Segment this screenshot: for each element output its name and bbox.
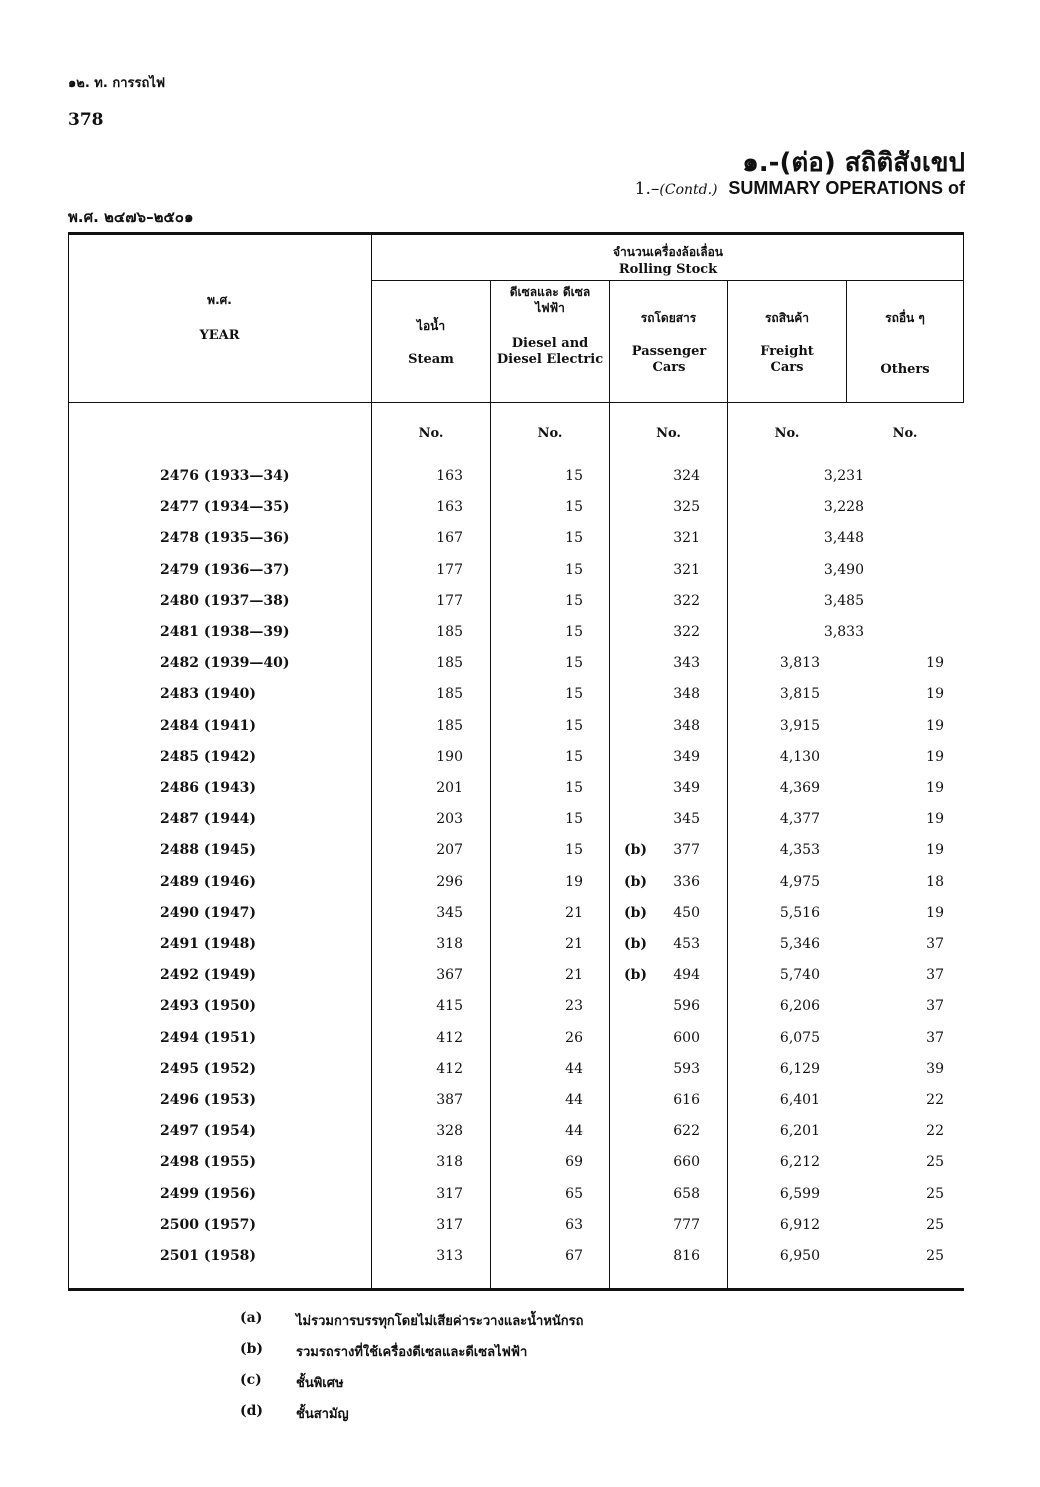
table-row bbox=[68, 1248, 964, 1279]
table-row bbox=[68, 686, 964, 717]
steam-cell: 201 bbox=[436, 780, 463, 796]
freight-cell: 4,975 bbox=[779, 873, 820, 890]
title-contd: (Contd.) bbox=[659, 182, 718, 198]
year-cell: 2478 (1935—36) bbox=[160, 530, 290, 547]
year-cell: 2487 (1944) bbox=[160, 811, 257, 828]
freight-cell: 6,950 bbox=[779, 1248, 820, 1264]
passenger-cell: 600 bbox=[673, 1029, 700, 1046]
footnote-text: ไม่รวมการบรรทุกโดยไม่เสียค่าระวางและน้ำหนักรถ bbox=[296, 1314, 584, 1329]
steam-cell: 317 bbox=[436, 1216, 463, 1233]
others-cell: 25 bbox=[926, 1216, 944, 1233]
table-row bbox=[68, 967, 964, 998]
page-number: 378 bbox=[68, 110, 104, 130]
table-row bbox=[68, 468, 964, 499]
freight-cell: 6,401 bbox=[779, 1092, 820, 1108]
diesel-cell: 44 bbox=[565, 1060, 583, 1077]
year-cell: 2494 (1951) bbox=[160, 1029, 257, 1046]
passenger-cell: 349 bbox=[673, 748, 700, 765]
passenger-cell: 622 bbox=[673, 1123, 700, 1140]
year-cell: 2500 (1957) bbox=[160, 1216, 257, 1233]
year-cell: 2489 (1946) bbox=[160, 873, 257, 890]
steam-cell: 185 bbox=[436, 686, 463, 703]
others-cell: 25 bbox=[926, 1154, 944, 1171]
passenger-cell: 321 bbox=[673, 530, 700, 547]
group-header-english: Rolling Stock bbox=[618, 262, 718, 277]
diesel-cell: 21 bbox=[565, 904, 583, 921]
table-row bbox=[68, 998, 964, 1029]
diesel-cell: 15 bbox=[565, 468, 583, 484]
steam-cell: 163 bbox=[436, 468, 463, 484]
freight-cell: 3,915 bbox=[779, 717, 820, 734]
table-row bbox=[68, 1217, 964, 1248]
table-row bbox=[68, 1030, 964, 1061]
diesel-cell: 65 bbox=[565, 1185, 583, 1202]
steam-cell: 387 bbox=[436, 1092, 463, 1108]
diesel-cell: 15 bbox=[565, 748, 583, 765]
passenger-cell: 321 bbox=[673, 561, 700, 578]
freight-cell: 6,212 bbox=[779, 1154, 820, 1171]
year-cell: 2481 (1938—39) bbox=[160, 624, 290, 640]
diesel-cell: 15 bbox=[565, 780, 583, 796]
table-row bbox=[68, 718, 964, 749]
page-title-english bbox=[635, 178, 965, 199]
year-cell: 2480 (1937—38) bbox=[160, 592, 290, 609]
passenger-note-cell: (b) bbox=[624, 967, 648, 984]
steam-cell: 163 bbox=[436, 499, 463, 516]
table-row bbox=[68, 530, 964, 561]
title-number: 1.– bbox=[634, 179, 660, 199]
steam-cell: 207 bbox=[436, 842, 463, 859]
freight-cell: 3,815 bbox=[779, 686, 820, 703]
diesel-cell: 15 bbox=[565, 499, 583, 516]
freight-header-thai: รถสินค้า bbox=[764, 311, 809, 325]
passenger-cell: 593 bbox=[673, 1060, 700, 1077]
diesel-header-thai: ดีเซลและ ดีเซลไฟฟ้า bbox=[509, 285, 591, 315]
passenger-cell: 348 bbox=[673, 717, 700, 734]
passenger-note-cell: (b) bbox=[624, 873, 648, 890]
passenger-cell: 377 bbox=[673, 842, 700, 859]
others-header-english: Others bbox=[880, 362, 930, 377]
passenger-cell: 348 bbox=[673, 686, 700, 703]
steam-header-thai: ไอน้ำ bbox=[416, 319, 446, 333]
table-row bbox=[68, 780, 964, 811]
diesel-cell: 15 bbox=[565, 624, 583, 640]
steam-cell: 367 bbox=[436, 967, 463, 984]
diesel-cell: 67 bbox=[565, 1248, 583, 1264]
freight-cell: 6,599 bbox=[779, 1185, 820, 1202]
steam-cell: 313 bbox=[436, 1248, 463, 1264]
year-cell: 2476 (1933—34) bbox=[160, 468, 290, 484]
freight-cell: 5,346 bbox=[779, 936, 820, 952]
others-unit: No. bbox=[892, 426, 918, 441]
year-header-english: YEAR bbox=[199, 328, 240, 343]
steam-cell: 203 bbox=[436, 811, 463, 828]
steam-unit: No. bbox=[418, 426, 444, 441]
others-cell: 19 bbox=[926, 717, 944, 734]
steam-cell: 185 bbox=[436, 655, 463, 672]
table-row bbox=[68, 1092, 964, 1123]
diesel-cell: 15 bbox=[565, 530, 583, 547]
steam-cell: 190 bbox=[436, 748, 463, 765]
passenger-header-thai: รถโดยสาร bbox=[640, 311, 697, 325]
diesel-cell: 15 bbox=[565, 686, 583, 703]
passenger-unit: No. bbox=[656, 426, 681, 441]
steam-cell: 328 bbox=[436, 1123, 463, 1140]
diesel-cell: 21 bbox=[565, 936, 583, 952]
steam-cell: 412 bbox=[436, 1060, 463, 1077]
steam-cell: 185 bbox=[436, 624, 463, 640]
diesel-cell: 15 bbox=[565, 717, 583, 734]
year-cell: 2485 (1942) bbox=[160, 748, 257, 765]
title-summary: SUMMARY OPERATIONS of bbox=[728, 178, 965, 198]
table-row bbox=[68, 874, 964, 905]
passenger-cell: 345 bbox=[673, 811, 700, 828]
freight-column-rule bbox=[846, 280, 847, 402]
footnote-text: ชั้นพิเศษ bbox=[296, 1376, 344, 1391]
table-row bbox=[68, 499, 964, 530]
steam-cell: 177 bbox=[436, 561, 463, 578]
freight-cell: 4,377 bbox=[779, 811, 820, 828]
year-cell: 2490 (1947) bbox=[160, 904, 257, 921]
diesel-cell: 15 bbox=[565, 561, 583, 578]
group-rule bbox=[372, 280, 964, 281]
freight-cell: 3,813 bbox=[779, 655, 820, 672]
freight-cell: 4,353 bbox=[779, 842, 820, 859]
year-cell: 2501 (1958) bbox=[160, 1248, 257, 1264]
steam-cell: 177 bbox=[436, 592, 463, 609]
others-cell: 22 bbox=[926, 1092, 944, 1108]
year-cell: 2492 (1949) bbox=[160, 967, 257, 984]
table-row bbox=[68, 1154, 964, 1185]
others-cell: 22 bbox=[926, 1123, 944, 1140]
year-cell: 2488 (1945) bbox=[160, 842, 257, 859]
table-row bbox=[68, 749, 964, 780]
year-cell: 2477 (1934—35) bbox=[160, 499, 290, 516]
table-row bbox=[68, 624, 964, 655]
diesel-cell: 15 bbox=[565, 592, 583, 609]
others-cell: 37 bbox=[926, 967, 944, 984]
freight-others-combined-cell: 3,485 bbox=[823, 592, 864, 609]
freight-others-combined-cell: 3,231 bbox=[823, 468, 864, 484]
group-header-thai: จำนวนเครื่องล้อเลื่อน bbox=[613, 245, 723, 259]
freight-others-combined-cell: 3,448 bbox=[823, 530, 864, 547]
others-cell: 19 bbox=[926, 780, 944, 796]
year-cell: 2499 (1956) bbox=[160, 1185, 257, 1202]
passenger-cell: 349 bbox=[673, 780, 700, 796]
passenger-cell: 336 bbox=[673, 873, 700, 890]
passenger-note-cell: (b) bbox=[624, 936, 648, 952]
year-cell: 2484 (1941) bbox=[160, 717, 257, 734]
footnote-key: (d) bbox=[240, 1403, 264, 1419]
freight-cell: 6,912 bbox=[779, 1216, 820, 1233]
year-cell: 2482 (1939—40) bbox=[160, 655, 290, 672]
diesel-cell: 23 bbox=[565, 998, 583, 1015]
diesel-cell: 19 bbox=[565, 873, 583, 890]
footnote-text: รวมรถรางที่ใช้เครื่องดีเซลและดีเซลไฟฟ้า bbox=[296, 1345, 528, 1360]
freight-cell: 5,740 bbox=[779, 967, 820, 984]
others-cell: 19 bbox=[926, 748, 944, 765]
others-cell: 19 bbox=[926, 904, 944, 921]
steam-cell: 167 bbox=[436, 530, 463, 547]
steam-cell: 412 bbox=[436, 1029, 463, 1046]
passenger-cell: 453 bbox=[673, 936, 700, 952]
freight-cell: 6,201 bbox=[779, 1123, 820, 1140]
period-label: พ.ศ. ๒๔๗๖–๒๕๐๑ bbox=[68, 208, 194, 226]
passenger-cell: 343 bbox=[673, 655, 700, 672]
diesel-cell: 63 bbox=[565, 1216, 583, 1233]
freight-header-english: Freight Cars bbox=[760, 344, 814, 375]
passenger-cell: 450 bbox=[673, 904, 700, 921]
table-row bbox=[68, 811, 964, 842]
table-bottom-rule bbox=[68, 1288, 964, 1291]
others-cell: 19 bbox=[926, 686, 944, 703]
passenger-cell: 325 bbox=[673, 499, 700, 516]
year-header-thai: พ.ศ. bbox=[207, 293, 232, 307]
header-bottom-rule bbox=[68, 402, 964, 403]
passenger-cell: 596 bbox=[673, 998, 700, 1015]
passenger-note-cell: (b) bbox=[624, 904, 648, 921]
passenger-note-cell: (b) bbox=[624, 842, 648, 859]
others-header-thai: รถอื่น ๆ bbox=[885, 311, 925, 325]
freight-cell: 6,129 bbox=[779, 1060, 820, 1077]
diesel-cell: 44 bbox=[565, 1092, 583, 1108]
year-cell: 2496 (1953) bbox=[160, 1092, 257, 1108]
footnote-key: (c) bbox=[240, 1372, 262, 1388]
others-cell: 37 bbox=[926, 936, 944, 952]
table-row bbox=[68, 1186, 964, 1217]
freight-unit: No. bbox=[774, 426, 800, 441]
table-row bbox=[68, 936, 964, 967]
others-cell: 37 bbox=[926, 998, 944, 1015]
year-cell: 2497 (1954) bbox=[160, 1123, 257, 1140]
others-cell: 25 bbox=[926, 1185, 944, 1202]
passenger-cell: 616 bbox=[673, 1092, 700, 1108]
steam-cell: 415 bbox=[436, 998, 463, 1015]
diesel-cell: 69 bbox=[565, 1154, 583, 1171]
footnote-key: (a) bbox=[240, 1310, 263, 1326]
freight-cell: 6,075 bbox=[779, 1029, 820, 1046]
freight-cell: 5,516 bbox=[779, 904, 820, 921]
steam-cell: 185 bbox=[436, 717, 463, 734]
footnote-text: ชั้นสามัญ bbox=[296, 1407, 349, 1422]
others-cell: 19 bbox=[926, 655, 944, 672]
steam-cell: 317 bbox=[436, 1185, 463, 1202]
table-row bbox=[68, 655, 964, 686]
freight-cell: 4,130 bbox=[779, 748, 820, 765]
year-cell: 2495 (1952) bbox=[160, 1060, 257, 1077]
diesel-cell: 26 bbox=[565, 1029, 583, 1046]
diesel-unit: No. bbox=[537, 426, 563, 441]
passenger-cell: 816 bbox=[673, 1248, 700, 1264]
year-cell: 2498 (1955) bbox=[160, 1154, 257, 1171]
freight-others-combined-cell: 3,833 bbox=[823, 624, 864, 640]
freight-others-combined-cell: 3,490 bbox=[823, 561, 864, 578]
year-cell: 2491 (1948) bbox=[160, 936, 257, 952]
table-row bbox=[68, 593, 964, 624]
others-cell: 25 bbox=[926, 1248, 944, 1264]
others-cell: 18 bbox=[926, 873, 944, 890]
others-cell: 37 bbox=[926, 1029, 944, 1046]
page-title-thai: ๑.-(ต่อ) สถิติสังเขป bbox=[742, 148, 965, 178]
passenger-cell: 322 bbox=[673, 592, 700, 609]
steam-cell: 318 bbox=[436, 936, 463, 952]
diesel-header-english: Diesel and Diesel Electric bbox=[496, 336, 604, 367]
freight-cell: 6,206 bbox=[779, 998, 820, 1015]
freight-cell: 4,369 bbox=[779, 780, 820, 796]
diesel-cell: 21 bbox=[565, 967, 583, 984]
freight-others-combined-cell: 3,228 bbox=[823, 499, 864, 516]
year-cell: 2486 (1943) bbox=[160, 780, 257, 796]
rolling-stock-table bbox=[68, 232, 964, 1292]
diesel-cell: 15 bbox=[565, 842, 583, 859]
others-cell: 19 bbox=[926, 811, 944, 828]
others-cell: 19 bbox=[926, 842, 944, 859]
table-row bbox=[68, 905, 964, 936]
passenger-cell: 322 bbox=[673, 624, 700, 640]
table-row bbox=[68, 842, 964, 873]
passenger-cell: 494 bbox=[673, 967, 700, 984]
footnote-key: (b) bbox=[240, 1341, 264, 1357]
passenger-cell: 777 bbox=[673, 1216, 700, 1233]
diesel-cell: 15 bbox=[565, 655, 583, 672]
table-row bbox=[68, 562, 964, 593]
section-reference: ๑๒. ท. การรถไฟ bbox=[68, 76, 166, 91]
year-cell: 2483 (1940) bbox=[160, 686, 257, 703]
year-cell: 2479 (1936—37) bbox=[160, 561, 290, 578]
passenger-cell: 658 bbox=[673, 1185, 700, 1202]
table-row bbox=[68, 1061, 964, 1092]
passenger-header-english: Passenger Cars bbox=[631, 344, 707, 375]
passenger-cell: 324 bbox=[673, 468, 700, 484]
passenger-cell: 660 bbox=[673, 1154, 700, 1171]
year-cell: 2493 (1950) bbox=[160, 998, 257, 1015]
table-top-rule bbox=[68, 232, 964, 235]
steam-header-english: Steam bbox=[408, 352, 454, 367]
steam-cell: 345 bbox=[436, 904, 463, 921]
diesel-cell: 44 bbox=[565, 1123, 583, 1140]
others-cell: 39 bbox=[926, 1060, 944, 1077]
steam-cell: 318 bbox=[436, 1154, 463, 1171]
steam-cell: 296 bbox=[436, 873, 463, 890]
diesel-cell: 15 bbox=[565, 811, 583, 828]
table-row bbox=[68, 1123, 964, 1154]
